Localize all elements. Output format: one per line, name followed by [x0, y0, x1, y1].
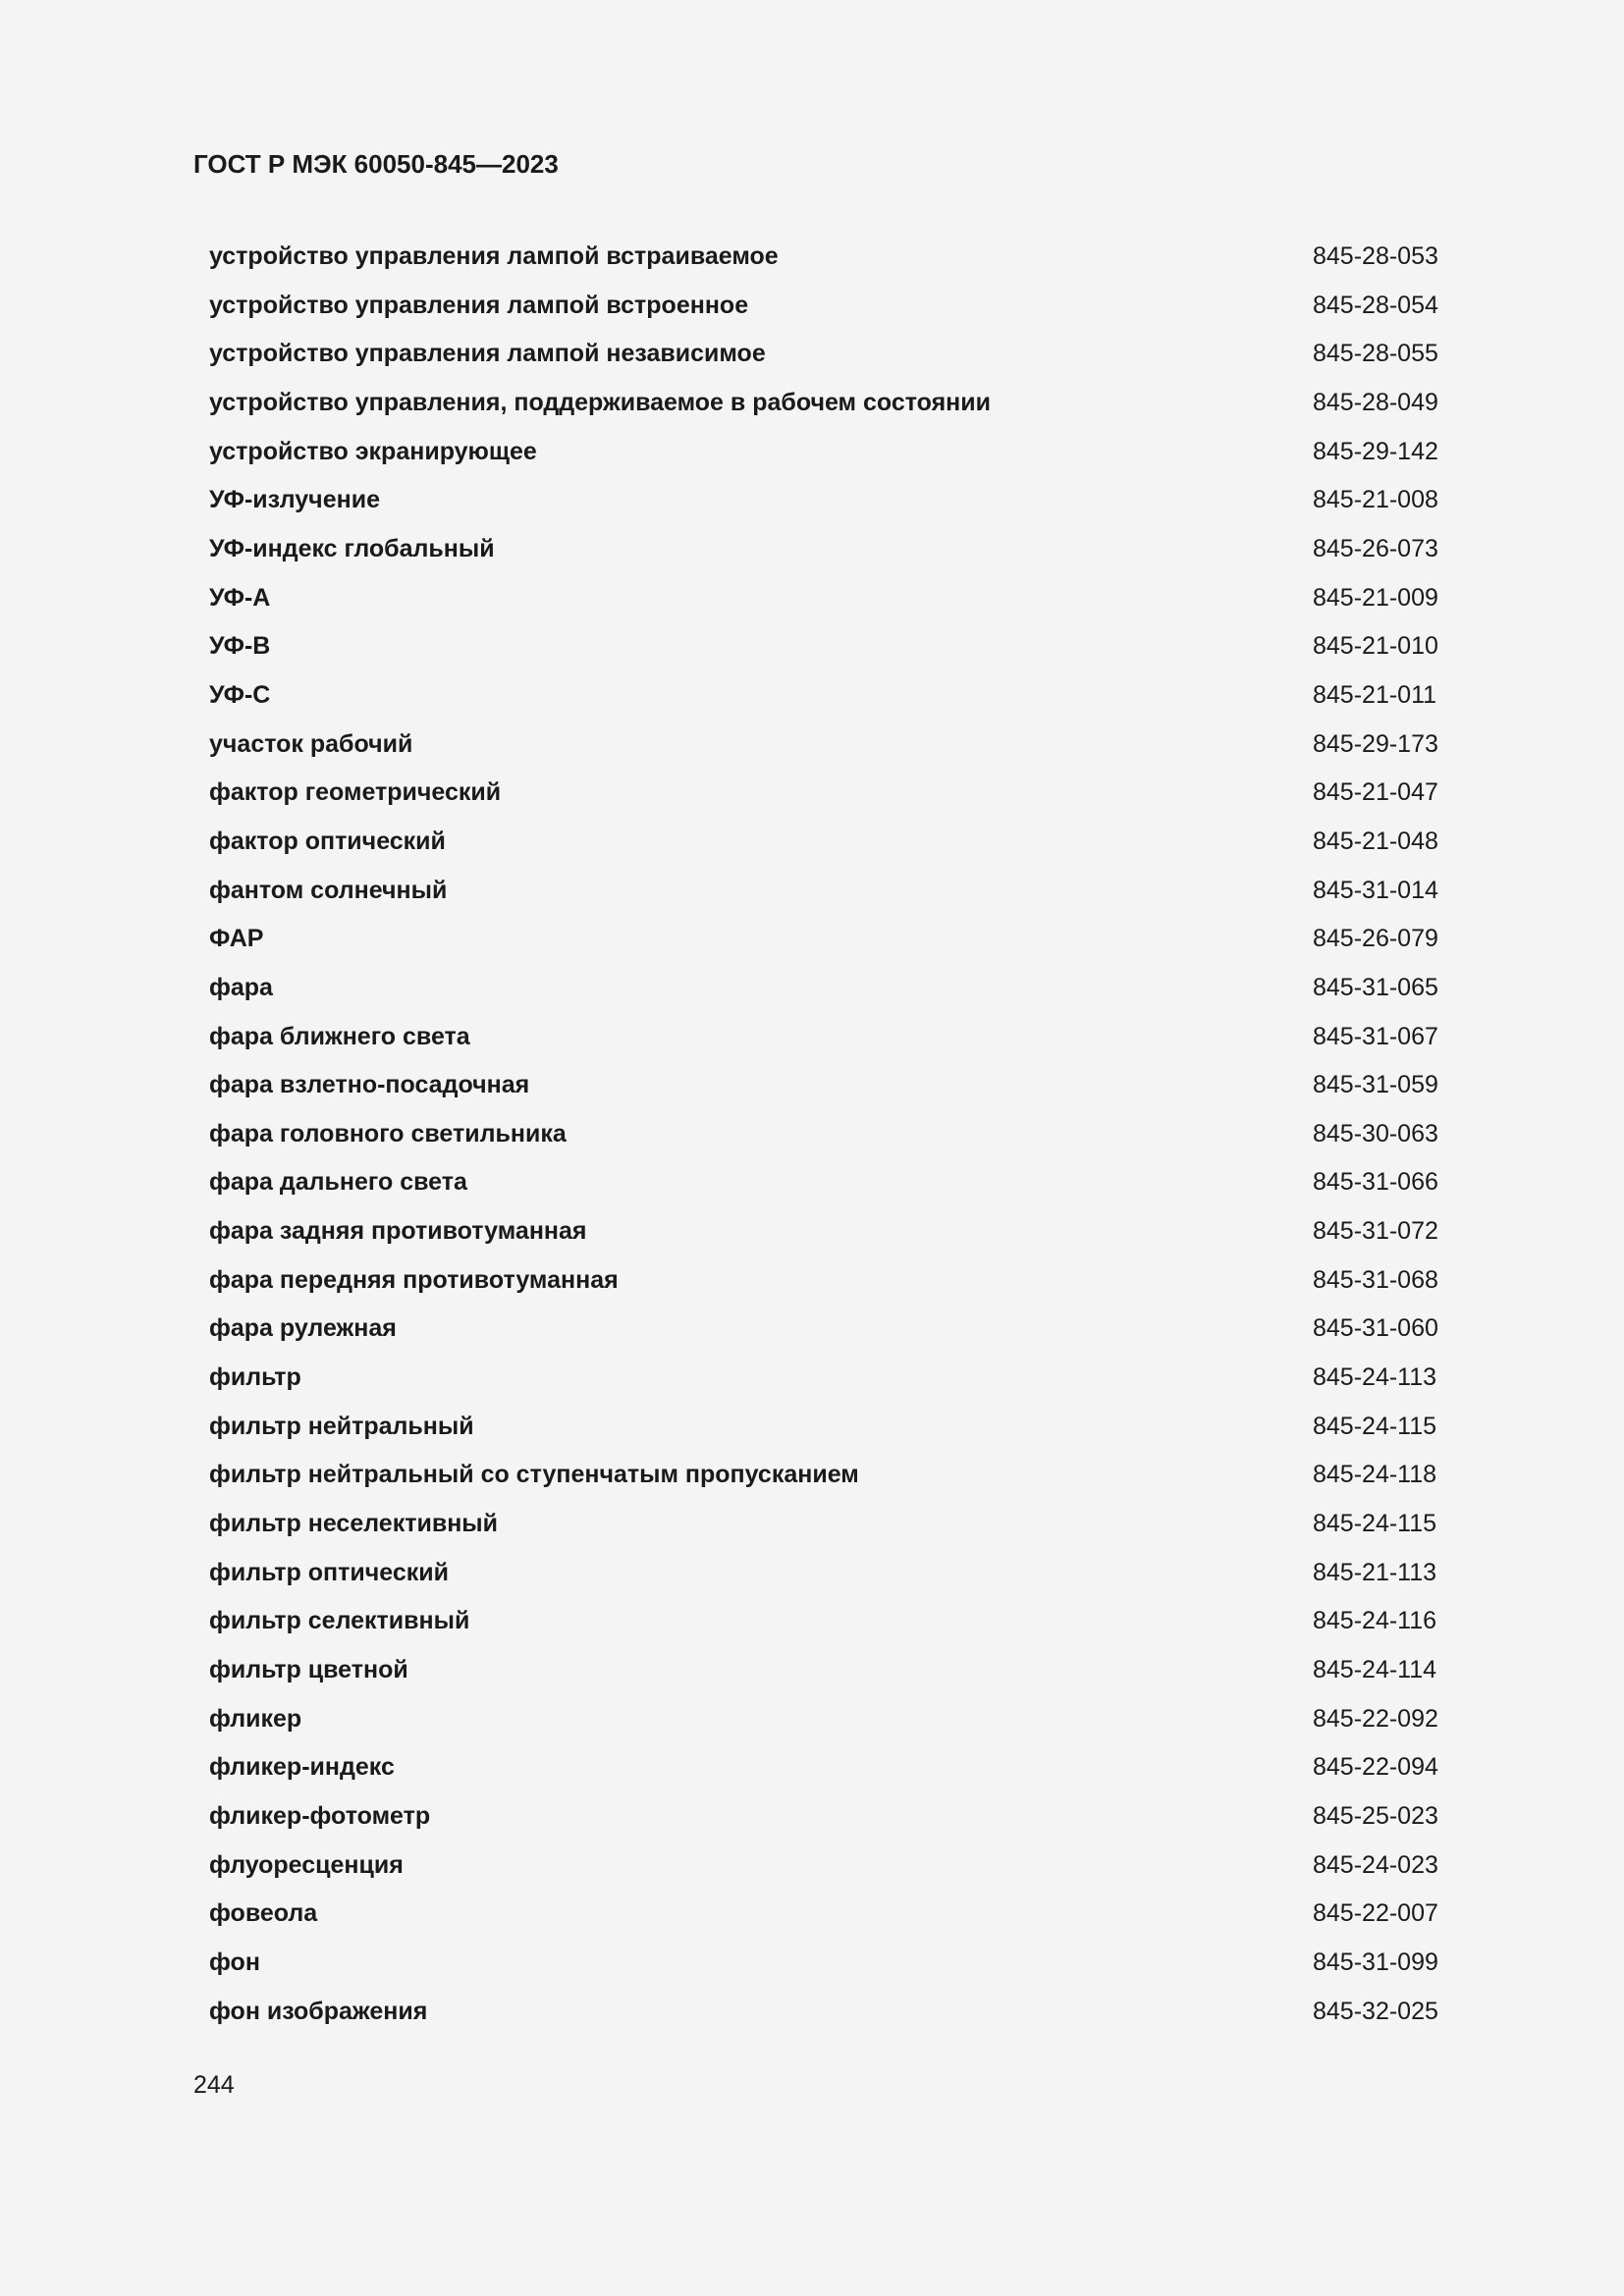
index-entry — [209, 1020, 1446, 1069]
entry-term: фликер — [209, 1704, 302, 1733]
entry-code: 845-29-173 — [1313, 729, 1438, 758]
entry-term: фильтр неселективный — [209, 1510, 499, 1538]
entry-term: фара — [209, 973, 273, 1001]
entry-term: фильтр селективный — [209, 1607, 470, 1635]
entry-code: 845-28-049 — [1313, 388, 1438, 416]
entry-term: ФАР — [209, 925, 264, 953]
entry-code: 845-24-115 — [1313, 1412, 1437, 1440]
entry-code: 845-31-099 — [1313, 1948, 1438, 1976]
entry-code: 845-21-011 — [1313, 680, 1437, 709]
entry-code: 845-21-008 — [1313, 486, 1438, 514]
entry-term: фовеола — [209, 1899, 318, 1928]
entry-term: УФ-С — [209, 680, 271, 709]
entry-code: 845-24-118 — [1313, 1461, 1437, 1489]
entry-term: УФ-излучение — [209, 486, 380, 514]
index-entry — [209, 532, 1446, 581]
entry-term: фара дальнего света — [209, 1168, 467, 1197]
index-entry — [209, 337, 1446, 386]
entry-term: фон изображения — [209, 1997, 428, 2025]
entry-code: 845-31-059 — [1313, 1071, 1438, 1099]
index-list — [209, 240, 1446, 2043]
index-entry — [209, 629, 1446, 678]
index-entry — [209, 1165, 1446, 1214]
index-entry — [209, 874, 1446, 923]
entry-term: фликер-фотометр — [209, 1802, 431, 1830]
entry-term: фильтр цветной — [209, 1656, 408, 1684]
index-entry — [209, 1848, 1446, 1897]
index-entry — [209, 727, 1446, 776]
index-entry — [209, 1068, 1446, 1117]
entry-term: УФ-В — [209, 632, 271, 661]
entry-code: 845-31-066 — [1313, 1168, 1438, 1197]
entry-code: 845-28-054 — [1313, 291, 1438, 319]
entry-term: флуоресценция — [209, 1850, 404, 1879]
index-entry — [209, 435, 1446, 484]
entry-code: 845-24-115 — [1313, 1510, 1437, 1538]
entry-code: 845-22-092 — [1313, 1704, 1438, 1733]
index-entry — [209, 1458, 1446, 1507]
document-header: ГОСТ Р МЭК 60050-845—2023 — [193, 149, 559, 179]
entry-code: 845-31-072 — [1313, 1217, 1438, 1246]
entry-code: 845-30-063 — [1313, 1119, 1438, 1148]
entry-term: фара ближнего света — [209, 1022, 470, 1050]
index-entry — [209, 1604, 1446, 1653]
index-entry — [209, 1117, 1446, 1166]
index-entry — [209, 240, 1446, 289]
entry-code: 845-32-025 — [1313, 1997, 1438, 2025]
entry-code: 845-24-113 — [1313, 1363, 1437, 1392]
index-entry — [209, 1896, 1446, 1946]
page-number: 244 — [193, 2071, 235, 2099]
entry-term: УФ-индекс глобальный — [209, 534, 495, 562]
entry-term: УФ-А — [209, 583, 271, 612]
index-entry — [209, 971, 1446, 1020]
entry-code: 845-31-014 — [1313, 876, 1438, 904]
index-entry — [209, 1995, 1446, 2044]
entry-term: фликер-индекс — [209, 1753, 395, 1782]
entry-term: фон — [209, 1948, 260, 1976]
entry-code: 845-21-010 — [1313, 632, 1438, 661]
entry-term: фильтр нейтральный со ступенчатым пропусканием — [209, 1461, 859, 1489]
entry-code: 845-31-067 — [1313, 1022, 1438, 1050]
entry-code: 845-22-094 — [1313, 1753, 1438, 1782]
index-entry — [209, 1702, 1446, 1751]
index-entry — [209, 581, 1446, 630]
entry-code: 845-24-023 — [1313, 1850, 1438, 1879]
index-entry — [209, 1946, 1446, 1995]
entry-term: фильтр — [209, 1363, 301, 1392]
entry-term: устройство экранирующее — [209, 437, 537, 465]
entry-code: 845-21-048 — [1313, 827, 1438, 855]
index-entry — [209, 1799, 1446, 1848]
entry-term: фильтр нейтральный — [209, 1412, 474, 1440]
entry-term: фара головного светильника — [209, 1119, 567, 1148]
entry-code: 845-26-079 — [1313, 925, 1438, 953]
entry-code: 845-25-023 — [1313, 1802, 1438, 1830]
entry-term: устройство управления лампой встраиваемое — [209, 242, 779, 270]
entry-term: устройство управления лампой независимое — [209, 340, 766, 368]
index-entry — [209, 1750, 1446, 1799]
entry-term: фактор геометрический — [209, 778, 502, 807]
index-entry — [209, 1653, 1446, 1702]
entry-code: 845-26-073 — [1313, 534, 1438, 562]
entry-term: фара задняя противотуманная — [209, 1217, 587, 1246]
index-entry — [209, 1507, 1446, 1556]
entry-code: 845-24-114 — [1313, 1656, 1437, 1684]
index-entry — [209, 1214, 1446, 1263]
entry-code: 845-31-060 — [1313, 1314, 1438, 1343]
entry-term: устройство управления, поддерживаемое в рабочем состоянии — [209, 388, 992, 416]
entry-term: фара рулежная — [209, 1314, 397, 1343]
entry-term: фильтр оптический — [209, 1558, 449, 1586]
entry-code: 845-31-065 — [1313, 973, 1438, 1001]
entry-term: фантом солнечный — [209, 876, 448, 904]
entry-code: 845-31-068 — [1313, 1265, 1438, 1294]
index-entry — [209, 483, 1446, 532]
index-entry — [209, 922, 1446, 971]
entry-term: фактор оптический — [209, 827, 446, 855]
index-entry — [209, 678, 1446, 727]
index-entry — [209, 1263, 1446, 1312]
index-entry — [209, 386, 1446, 435]
entry-term: устройство управления лампой встроенное — [209, 291, 749, 319]
entry-code: 845-24-116 — [1313, 1607, 1437, 1635]
index-entry — [209, 775, 1446, 825]
entry-term: участок рабочий — [209, 729, 413, 758]
index-entry — [209, 1361, 1446, 1410]
index-entry — [209, 825, 1446, 874]
entry-code: 845-22-007 — [1313, 1899, 1438, 1928]
entry-term: фара взлетно-посадочная — [209, 1071, 530, 1099]
index-entry — [209, 1410, 1446, 1459]
index-entry — [209, 1311, 1446, 1361]
index-entry — [209, 289, 1446, 338]
index-entry — [209, 1556, 1446, 1605]
entry-code: 845-21-113 — [1313, 1558, 1437, 1586]
entry-term: фара передняя противотуманная — [209, 1265, 619, 1294]
entry-code: 845-28-055 — [1313, 340, 1438, 368]
entry-code: 845-21-047 — [1313, 778, 1438, 807]
entry-code: 845-29-142 — [1313, 437, 1438, 465]
entry-code: 845-21-009 — [1313, 583, 1438, 612]
entry-code: 845-28-053 — [1313, 242, 1438, 270]
